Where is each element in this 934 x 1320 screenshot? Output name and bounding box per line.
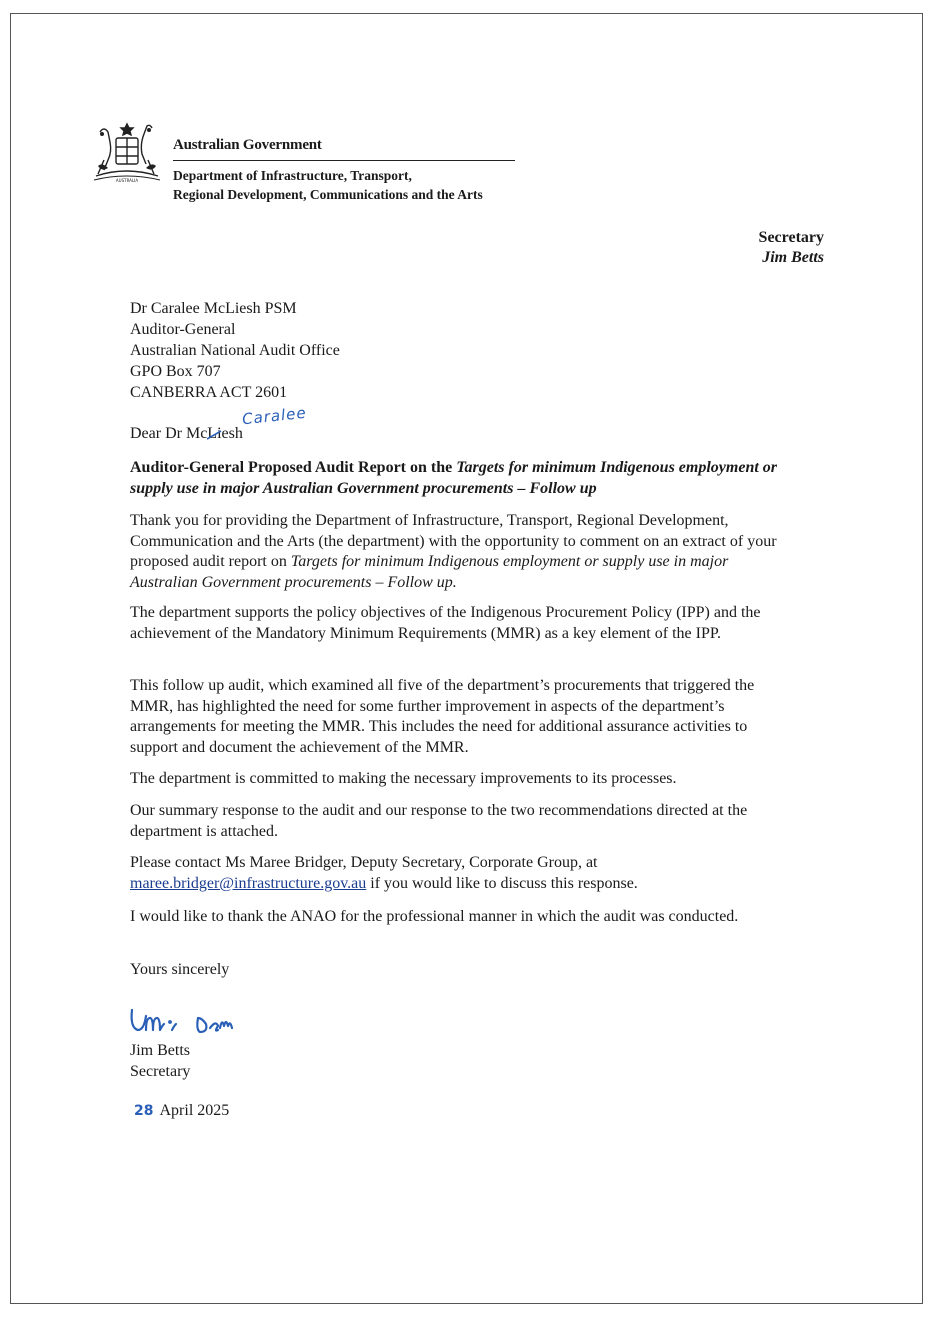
signatory-name: Jim Betts <box>130 1042 191 1059</box>
salutation <box>130 425 243 443</box>
recipient-address <box>130 298 340 403</box>
paragraph-4-text: The department is committed to making the necessary improvements to its processes. <box>130 770 677 787</box>
paragraph-6-text: Please contact Ms Maree Bridger, Deputy Secretary, Corporate Group, at <box>130 854 598 871</box>
strikethrough-mark <box>207 427 225 445</box>
signatory-title: Secretary <box>130 1063 191 1080</box>
paragraph-6 <box>130 853 798 894</box>
paragraph-2-text: The department supports the policy objectives of the Indigenous Procurement Policy (IPP) and the achievement of the Mandatory Minimum Requirements (MMR) as a key element of the IPP. <box>130 604 761 642</box>
paragraph-3-text: This follow up audit, which examined all five of the department’s procurements that triggered the MMR, has highlighted the need for some further improvement in aspects of the department’s arrangements for meeting the MMR. This includes the need for additional assurance activities to support and document the achievement of the MMR. <box>130 677 755 756</box>
closing-text: Yours sincerely <box>130 961 230 978</box>
struck-letter: L <box>207 425 217 442</box>
paragraph-6-text-after: if you would like to discuss this response. <box>366 874 638 892</box>
subject-plain: Auditor-General Proposed Audit Report on the <box>130 459 457 476</box>
paragraph-1-italic: Targets for minimum Indigenous employment or supply use in major Australian Government procurements – Follow up. <box>130 553 729 591</box>
paragraph-5-text: Our summary response to the audit and our response to the two recommendations directed at the department is attached. <box>130 802 748 840</box>
sender-role: Secretary <box>758 229 824 246</box>
recipient-line: GPO Box 707 <box>130 363 221 380</box>
date-month-year: April 2025 <box>159 1102 230 1119</box>
department-line-1: Department of Infrastructure, Transport, <box>173 168 412 183</box>
handwritten-first-name: Caralee <box>241 403 308 429</box>
recipient-line: Dr Caralee McLiesh PSM <box>130 300 297 317</box>
department-name <box>173 166 483 204</box>
svg-text:AUSTRALIA: AUSTRALIA <box>115 178 139 183</box>
signature <box>126 1000 246 1042</box>
sender-block <box>759 228 824 268</box>
salutation-prefix: Dear Dr Mc <box>130 425 208 442</box>
recipient-line: Auditor-General <box>130 321 236 338</box>
paragraph-7 <box>130 907 798 928</box>
date-day-handwritten: 28 <box>134 1103 154 1119</box>
salutation-suffix: iesh <box>217 425 243 442</box>
email-link[interactable]: maree.bridger@infrastructure.gov.au <box>130 874 367 892</box>
paragraph-7-text: I would like to thank the ANAO for the professional manner in which the audit was conducted. <box>130 908 739 925</box>
paragraph-3 <box>130 676 798 758</box>
subject-line <box>130 458 798 499</box>
government-title: Australian Government <box>173 137 322 153</box>
department-line-2: Regional Development, Communications and the Arts <box>173 187 483 202</box>
sender-name: Jim Betts <box>762 249 824 266</box>
paragraph-1 <box>130 511 798 593</box>
closing <box>130 960 798 981</box>
paragraph-4 <box>130 769 798 790</box>
letter-date <box>134 1102 229 1120</box>
letterhead-divider <box>173 160 515 161</box>
recipient-line: Australian National Audit Office <box>130 342 340 359</box>
paragraph-2 <box>130 603 798 644</box>
paragraph-1-text: Thank you for providing the Department of Infrastructure, Transport, Regional Development, Communication and the Arts (the department) with the opportunity to comment on an extract of your proposed audit report on <box>130 512 777 570</box>
paragraph-5 <box>130 801 798 842</box>
recipient-line: CANBERRA ACT 2601 <box>130 384 288 401</box>
signatory <box>130 1040 190 1082</box>
subject-italic: Targets for minimum Indigenous employment or supply use in major Australian Government procurements – Follow up <box>130 459 778 497</box>
coat-of-arms-icon <box>88 120 166 186</box>
